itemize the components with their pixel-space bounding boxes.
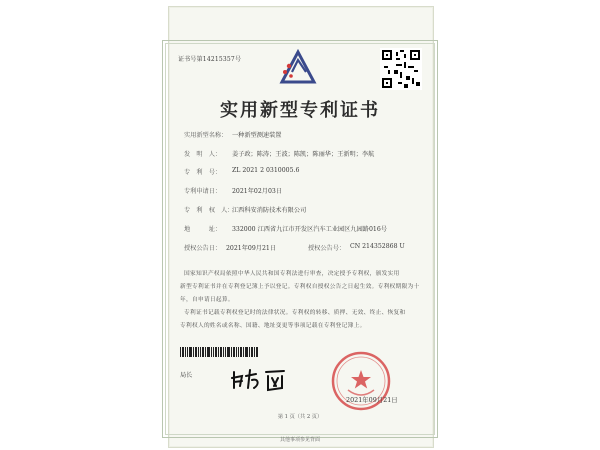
field-value-patentee: 江西科安消防技术有限公司 xyxy=(232,207,307,214)
field-label-patentee: 专 利 权 人： xyxy=(184,207,234,214)
barcode-icon xyxy=(180,347,258,357)
page-info: 第 1 页（共 2 页） xyxy=(277,414,323,420)
field-value-inventor: 姜子政；陈涛；王波；陈凯；陈丽华；王新明；李航 xyxy=(232,151,375,158)
director-label: 局长 xyxy=(180,372,193,379)
body-line: 国家知识产权局依照中华人民共和国专利法进行审查，决定授予专利权，颁发实用 xyxy=(184,271,400,277)
qr-code-icon xyxy=(380,48,422,90)
body-line: 年，自申请日起算。 xyxy=(180,297,234,303)
announce-no-value: CN 214352868 U xyxy=(350,243,405,250)
body-line: 专利权人的姓名或名称、国籍、地址变更等事项记载在专利登记簿上。 xyxy=(180,323,366,329)
body-line: 专利证书记载专利权登记时的法律状况。专利权的转移、质押、无效、终止、恢复和 xyxy=(184,310,406,316)
field-label-patent-no: 专 利 号： xyxy=(184,169,222,176)
announce-date-label: 授权公告日： xyxy=(184,245,222,252)
body-line: 新型专利证书并在专利登记簿上予以登记。专利权自授权公告之日起生效。专利权期限为十 xyxy=(180,284,420,290)
announce-no-label: 授权公告号： xyxy=(308,245,346,252)
field-label-inventor: 发 明 人： xyxy=(184,151,222,158)
certificate-number: 证书号第14215357号 xyxy=(178,56,242,63)
field-label-address: 地 址： xyxy=(184,226,222,233)
field-value-patent-no: ZL 2021 2 0310005.6 xyxy=(232,167,300,174)
director-name-text xyxy=(180,381,199,390)
announce-date-value: 2021年09月21日 xyxy=(226,245,277,252)
certificate-title: 实用新型专利证书 xyxy=(220,100,380,121)
field-value-name: 一种新型测速装置 xyxy=(232,132,282,139)
field-label-name: 实用新型名称： xyxy=(184,132,228,139)
seal-date: 2021年09月21日 xyxy=(346,396,398,404)
field-value-address: 332000 江西省九江市开发区汽车工业园区九园路016号 xyxy=(232,226,387,233)
director-signature xyxy=(230,366,288,392)
field-value-apply-date: 2021年02月03日 xyxy=(232,188,283,195)
footer-note: 其他事项参见背面 xyxy=(279,437,320,443)
patent-office-logo-icon xyxy=(276,46,320,90)
field-label-apply-date: 专利申请日： xyxy=(184,188,222,195)
